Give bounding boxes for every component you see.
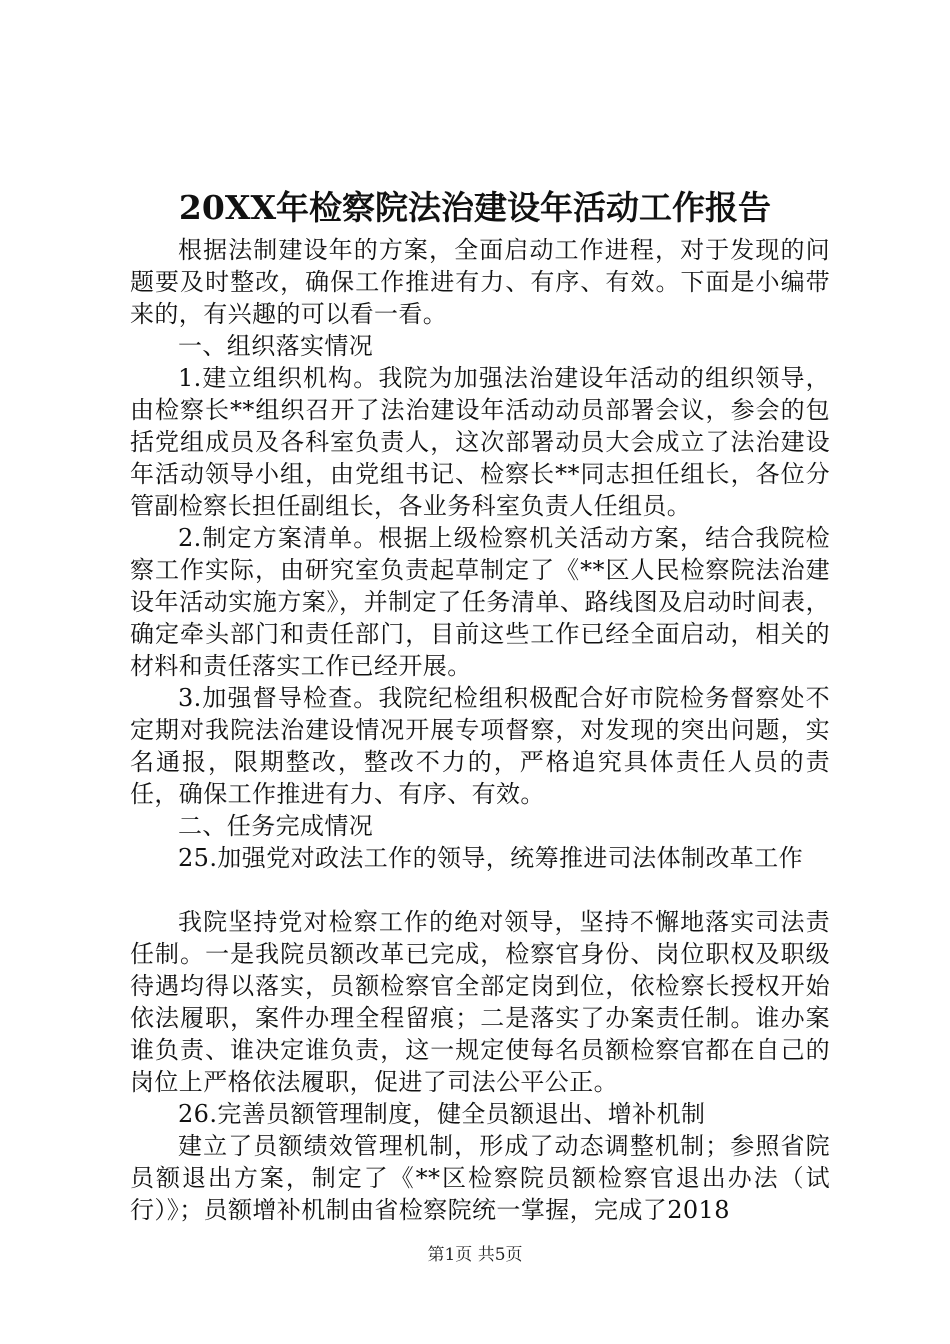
paragraph-item-3: 3.加强督导检查。我院纪检组积极配合好市院检务督察处不定期对我院法治建设情况开展专项督察，对发现的突出问题，实名通报，限期整改，整改不力的，严格追究具体责任人员的责任，确保工作推进有力、有序、有效。	[130, 684, 830, 808]
section-heading-1: 一、组织落实情况	[178, 332, 374, 360]
task-paragraph-25: 我院坚持党对检察工作的绝对领导，坚持不懈地落实司法责任制。一是我院员额改革已完成，检察官身份、岗位职权及职级待遇均得以落实，员额检察官全部定岗到位，依检察长授权开始依法履职，案件办理全程留痕；二是落实了办案责任制。谁办案谁负责、谁决定谁负责，这一规定使每名员额检察官都在自己的岗位上严格依法履职，促进了司法公平公正。	[130, 908, 830, 1096]
paragraph-item-2: 2.制定方案清单。根据上级检察机关活动方案，结合我院检察工作实际，由研究室负责起草制定了《**区人民检察院法治建设年活动实施方案》，并制定了任务清单、路线图及启动时间表，确定牵头部门和责任部门，目前这些工作已经全面启动，相关的材料和责任落实工作已经开展。	[130, 524, 830, 680]
document-body	[130, 234, 830, 1226]
task-heading-26: 26.完善员额管理制度，健全员额退出、增补机制	[178, 1100, 706, 1128]
task-heading-25: 25.加强党对政法工作的领导，统筹推进司法体制改革工作	[178, 844, 803, 872]
document-title: 20XX年检察院法治建设年活动工作报告	[178, 188, 772, 227]
task-paragraph-26: 建立了员额绩效管理机制，形成了动态调整机制；参照省院员额退出方案，制定了《**区检察院员额检察官退出办法（试行）》；员额增补机制由省检察院统一掌握，完成了2018	[130, 1132, 830, 1224]
paragraph-item-1: 1.建立组织机构。我院为加强法治建设年活动的组织领导，由检察长**组织召开了法治建设年活动动员部署会议，参会的包括党组成员及各科室负责人，这次部署动员大会成立了法治建设年活动领导小组，由党组书记、检察长**同志担任组长，各位分管副检察长担任副组长，各业务科室负责人任组员。	[130, 364, 830, 520]
blank-line	[130, 874, 830, 906]
section-heading-2: 二、任务完成情况	[178, 812, 374, 840]
page-footer: 第1页 共5页	[427, 1245, 523, 1265]
intro-paragraph: 根据法制建设年的方案，全面启动工作进程，对于发现的问题要及时整改，确保工作推进有力、有序、有效。下面是小编带来的，有兴趣的可以看一看。	[130, 236, 830, 328]
